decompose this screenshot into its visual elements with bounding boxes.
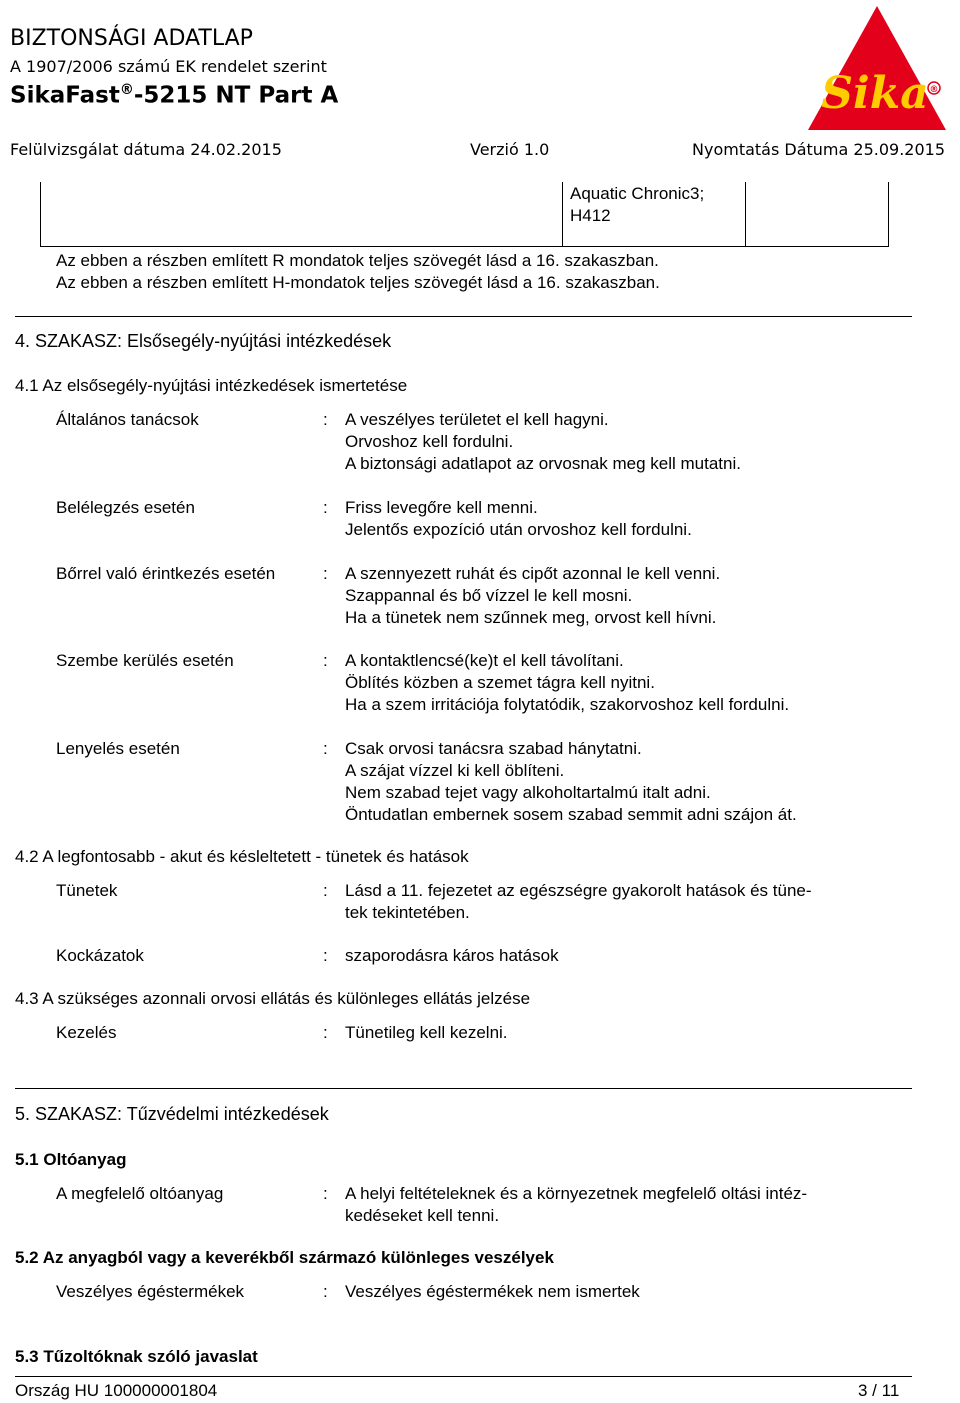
table-border (40, 246, 889, 247)
label-eye-contact: Szembe kerülés esetén (56, 651, 234, 670)
value-line: Lásd a 11. fejezetet az egészségre gyakorolt hatások és tüne- (345, 881, 812, 900)
value-line: A szájat vízzel ki kell öblíteni. (345, 761, 565, 780)
note-r-phrases: Az ebben a részben említett R mondatok teljes szövegét lásd a 16. szakaszban. (56, 251, 659, 270)
table-border (562, 182, 563, 247)
section5-3-heading: 5.3 Tűzoltóknak szóló javaslat (15, 1347, 258, 1366)
value-line: Nem szabad tejet vagy alkoholtartalmú italt adni. (345, 783, 711, 802)
label-hazardous-combustion: Veszélyes égéstermékek (56, 1282, 245, 1301)
table-border (745, 182, 746, 247)
colon: : (323, 946, 328, 965)
sika-logo (805, 4, 949, 132)
product-name (10, 82, 338, 109)
label-symptoms: Tünetek (56, 881, 118, 900)
value-line: Friss levegőre kell menni. (345, 498, 538, 517)
logo-text: Sika (821, 68, 929, 119)
value-line: Öntudatlan embernek sosem szabad semmit adni szájon át. (345, 805, 797, 824)
label-treatment: Kezelés (56, 1023, 117, 1042)
note-h-phrases: Az ebben a részben említett H-mondatok teljes szövegét lásd a 16. szakaszban. (56, 273, 660, 292)
table-border (40, 182, 41, 247)
colon: : (323, 564, 328, 583)
value-line: Ha a tünetek nem szűnnek meg, orvost kell hívni. (345, 608, 717, 627)
colon: : (323, 410, 328, 429)
colon: : (323, 1184, 328, 1203)
value-line: Orvoshoz kell fordulni. (345, 432, 514, 451)
revision-date: Felülvizsgálat dátuma 24.02.2015 (10, 140, 282, 159)
label-general-advice: Általános tanácsok (56, 410, 199, 429)
label-skin-contact: Bőrrel való érintkezés esetén (56, 564, 276, 583)
colon: : (323, 881, 328, 900)
section4-2-heading: 4.2 A legfontosabb - akut és késleltetett - tünetek és hatások (15, 847, 469, 866)
label-inhalation: Belélegzés esetén (56, 498, 195, 517)
colon: : (323, 739, 328, 758)
colon: : (323, 498, 328, 517)
colon: : (323, 1282, 328, 1301)
value-line: szaporodásra káros hatások (345, 946, 559, 965)
section4-1-heading: 4.1 Az elsősegély-nyújtási intézkedések ismertetése (15, 376, 408, 395)
value-line: Ha a szem irritációja folytatódik, szakorvoshoz kell fordulni. (345, 695, 790, 714)
value-line: Tünetileg kell kezelni. (345, 1023, 508, 1042)
product-prefix: SikaFast (10, 82, 120, 109)
label-extinguishing-media: A megfelelő oltóanyag (56, 1184, 224, 1203)
colon: : (323, 651, 328, 670)
value-line: A veszélyes területet el kell hagyni. (345, 410, 609, 429)
section5-1-heading: 5.1 Oltóanyag (15, 1150, 127, 1169)
footer-country-id: Ország HU 100000001804 (15, 1381, 218, 1400)
section4-3-heading: 4.3 A szükséges azonnali orvosi ellátás és különleges ellátás jelzése (15, 989, 531, 1008)
section5-title: 5. SZAKASZ: Tűzvédelmi intézkedések (15, 1104, 329, 1124)
print-date: Nyomtatás Dátuma 25.09.2015 (692, 140, 946, 159)
value-line: A biztonsági adatlapot az orvosnak meg kell mutatni. (345, 454, 741, 473)
table-cell-line: Aquatic Chronic3; (570, 184, 705, 203)
value-line: A szennyezett ruhát és cipőt azonnal le kell venni. (345, 564, 721, 583)
label-risks: Kockázatok (56, 946, 144, 965)
footer-divider (15, 1376, 912, 1377)
registered-mark: ® (119, 82, 134, 98)
logo-reg: ® (929, 85, 939, 95)
value-line: A helyi feltételeknek és a környezetnek megfelelő oltási intéz- (345, 1184, 808, 1203)
table-border (888, 182, 889, 247)
value-line: tek tekintetében. (345, 903, 470, 922)
section-divider (15, 1088, 912, 1089)
version: Verzió 1.0 (470, 140, 550, 159)
document-title: BIZTONSÁGI ADATLAP (10, 26, 253, 51)
regulation-text: A 1907/2006 számú EK rendelet szerint (10, 57, 327, 76)
label-ingestion: Lenyelés esetén (56, 739, 180, 758)
value-line: Veszélyes égéstermékek nem ismertek (345, 1282, 640, 1301)
section5-2-heading: 5.2 Az anyagból vagy a keverékből származó különleges veszélyek (15, 1248, 554, 1267)
section-divider (15, 316, 912, 317)
product-suffix: -5215 NT Part A (133, 82, 339, 109)
value-line: Öblítés közben a szemet tágra kell nyitni. (345, 673, 655, 692)
value-line: Jelentős expozíció után orvoshoz kell fordulni. (345, 520, 692, 539)
page-number: 3 / 11 (858, 1381, 900, 1400)
value-line: A kontaktlencsé(ke)t el kell távolítani. (345, 651, 624, 670)
value-line: Szappannal és bő vízzel le kell mosni. (345, 586, 633, 605)
value-line: kedéseket kell tenni. (345, 1206, 500, 1225)
value-line: Csak orvosi tanácsra szabad hánytatni. (345, 739, 642, 758)
section4-title: 4. SZAKASZ: Elsősegély-nyújtási intézkedések (15, 331, 392, 351)
table-cell-line: H412 (570, 206, 611, 225)
colon: : (323, 1023, 328, 1042)
